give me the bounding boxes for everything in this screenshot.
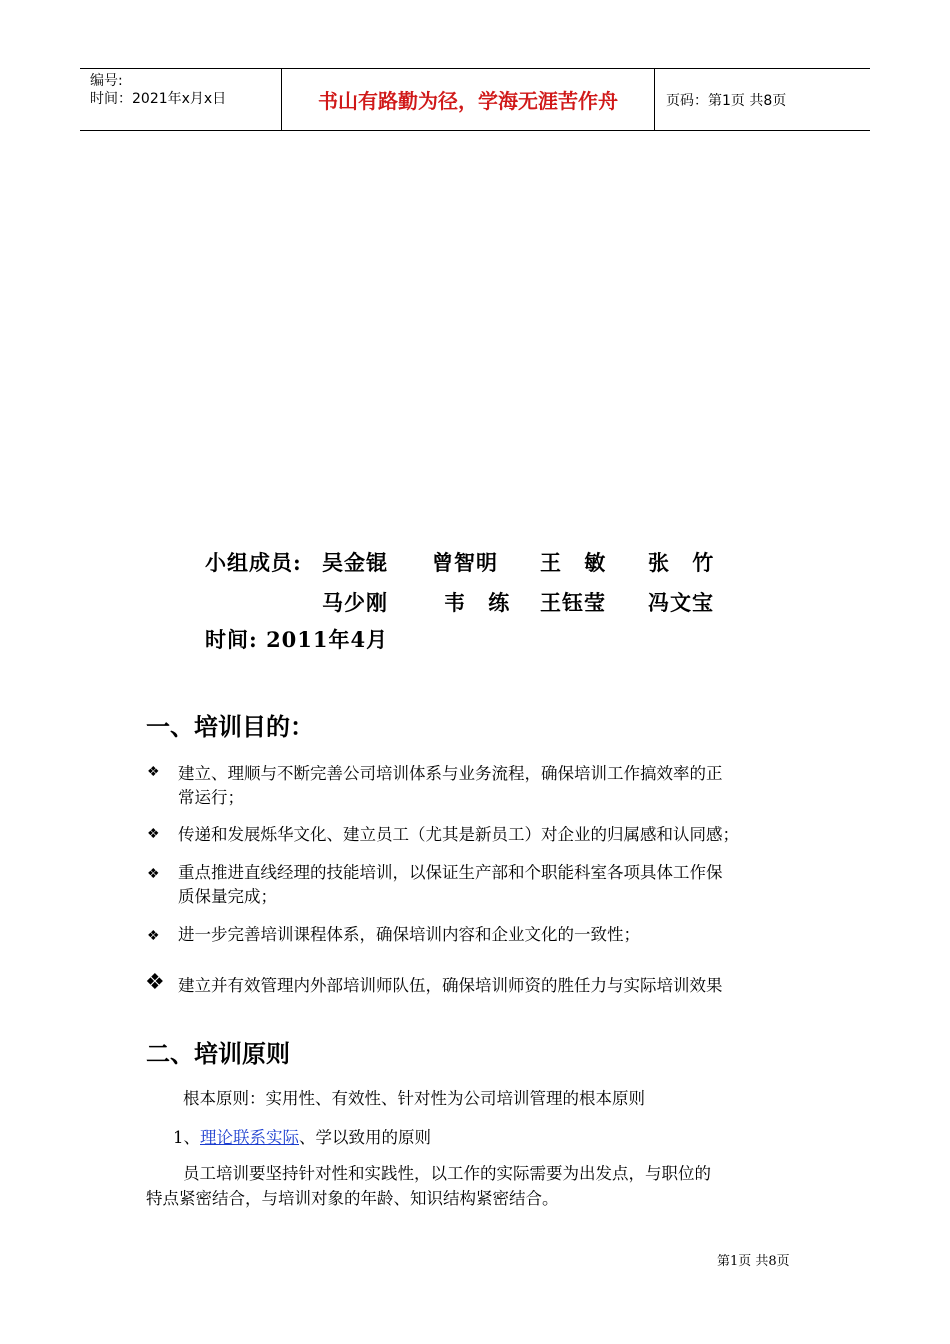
header-left-cell xyxy=(80,69,281,130)
diamond-bullet-icon: ❖ xyxy=(147,764,160,780)
members-label: 小组成员: xyxy=(205,550,302,575)
bullet-text: 建立并有效管理内外部培训师队伍，确保培训师资的胜任力与实际培训效果 xyxy=(178,976,723,995)
item-suffix: 、学以致用的原则 xyxy=(299,1128,431,1147)
diamond-bullet-icon: ❖ xyxy=(147,826,160,842)
section1-title: 一、培训目的： xyxy=(146,713,314,741)
member-name: 冯文宝 xyxy=(648,590,714,615)
member-name: 马少刚 xyxy=(322,590,388,615)
principle-item-1 xyxy=(173,1124,431,1148)
header-number-label: 编号: xyxy=(90,73,123,89)
bullet-text: 进一步完善培训课程体系，确保培训内容和企业文化的一致性； xyxy=(178,925,640,944)
diamond-bullet-icon: ❖ xyxy=(145,970,165,995)
theory-practice-link[interactable]: 理论联系实际 xyxy=(200,1128,299,1147)
section2-title: 二、培训原则 xyxy=(146,1040,290,1068)
paragraph-line: 特点紧密结合，与培训对象的年龄、知识结构紧密结合。 xyxy=(146,1189,559,1208)
bullet-text: 常运行； xyxy=(178,788,244,807)
page-footer: 第1页 共8页 xyxy=(717,1254,790,1269)
bullet-text: 重点推进直线经理的技能培训，以保证生产部和个职能科室各项具体工作保 xyxy=(178,863,723,882)
paragraph-line: 员工培训要坚持针对性和实践性，以工作的实际需要为出发点，与职位的 xyxy=(183,1164,711,1183)
member-name: 王钰莹 xyxy=(540,590,606,615)
bullet-text: 质保量完成； xyxy=(178,887,277,906)
page-header xyxy=(80,68,870,131)
diamond-bullet-icon: ❖ xyxy=(147,866,160,882)
header-page-code: 页码：第1页 共8页 xyxy=(666,92,787,109)
diamond-bullet-icon: ❖ xyxy=(147,928,160,944)
time-line: 时间: 2011年4月 xyxy=(205,627,389,652)
header-motto: 书山有路勤为径，学海无涯苦作舟 xyxy=(281,69,655,130)
basic-principle: 根本原则：实用性、有效性、针对性为公司培训管理的根本原则 xyxy=(183,1089,645,1108)
item-number: 1、 xyxy=(173,1128,200,1147)
header-time-label: 时间：2021年x月x日 xyxy=(90,91,227,107)
member-name: 张 竹 xyxy=(648,550,715,575)
bullet-text: 传递和发展烁华文化、建立员工（尤其是新员工）对企业的归属感和认同感； xyxy=(178,825,739,844)
member-name: 王 敏 xyxy=(540,550,607,575)
member-name: 韦 练 xyxy=(444,590,511,615)
member-name: 曾智明 xyxy=(432,550,498,575)
bullet-text: 建立、理顺与不断完善公司培训体系与业务流程，确保培训工作搞效率的正 xyxy=(178,764,723,783)
member-name: 吴金锟 xyxy=(322,550,388,575)
